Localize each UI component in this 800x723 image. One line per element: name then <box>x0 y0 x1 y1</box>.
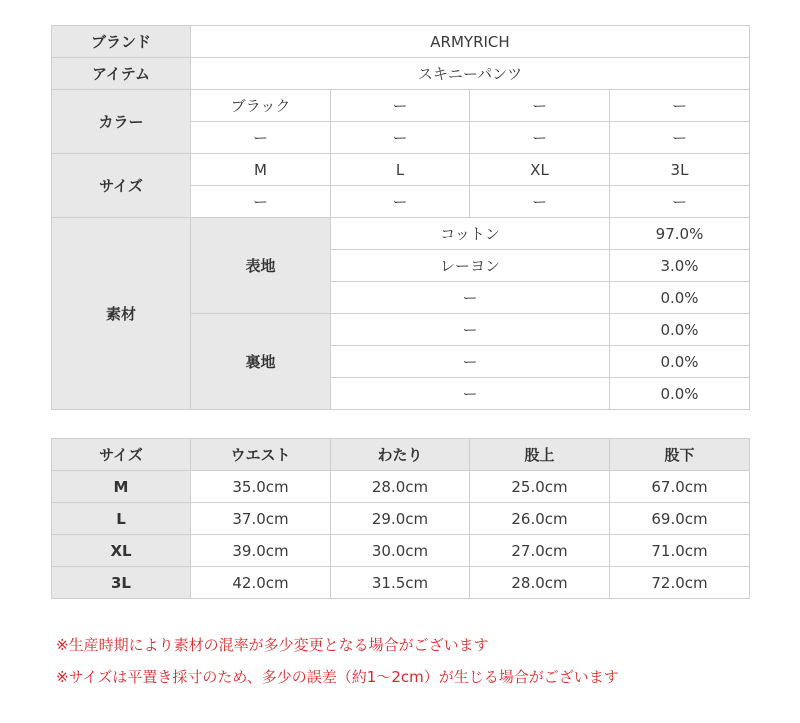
lining-label: 裏地 <box>191 314 331 410</box>
material-pct: 0.0% <box>610 378 750 410</box>
cell-rise: 27.0cm <box>470 535 610 567</box>
color-cell: ー <box>470 90 610 122</box>
cell-inseam: 71.0cm <box>610 535 750 567</box>
cell-rise: 28.0cm <box>470 567 610 599</box>
table-row <box>52 567 750 599</box>
material-pct: 0.0% <box>610 282 750 314</box>
brand-value: ARMYRICH <box>191 26 750 58</box>
cell-thigh: 28.0cm <box>331 471 470 503</box>
cell-inseam: 69.0cm <box>610 503 750 535</box>
cell-rise: 25.0cm <box>470 471 610 503</box>
cell-waist: 39.0cm <box>191 535 331 567</box>
cell-thigh: 29.0cm <box>331 503 470 535</box>
header-waist: ウエスト <box>191 439 331 471</box>
cell-inseam: 67.0cm <box>610 471 750 503</box>
measurement-table <box>51 438 750 599</box>
note-material-ratio: ※生産時期により素材の混率が多少変更となる場合がございます <box>56 636 489 654</box>
material-pct: 0.0% <box>610 314 750 346</box>
material-pct: 0.0% <box>610 346 750 378</box>
size-cell: L <box>331 154 470 186</box>
cell-thigh: 31.5cm <box>331 567 470 599</box>
cell-rise: 26.0cm <box>470 503 610 535</box>
material-name: レーヨン <box>331 250 610 282</box>
note-measurement-error: ※サイズは平置き採寸のため、多少の誤差（約1～2cm）が生じる場合がございます <box>56 668 619 686</box>
table-row <box>52 503 750 535</box>
row-size: M <box>52 471 191 503</box>
brand-label: ブランド <box>52 26 191 58</box>
size-cell: ー <box>191 186 331 218</box>
header-rise: 股上 <box>470 439 610 471</box>
size-label: サイズ <box>52 154 191 218</box>
table-row <box>52 535 750 567</box>
color-cell: ー <box>610 122 750 154</box>
size-cell: ー <box>331 186 470 218</box>
cell-waist: 42.0cm <box>191 567 331 599</box>
material-name: ー <box>331 346 610 378</box>
cell-waist: 37.0cm <box>191 503 331 535</box>
cell-thigh: 30.0cm <box>331 535 470 567</box>
size-cell: 3L <box>610 154 750 186</box>
item-value: スキニーパンツ <box>191 58 750 90</box>
row-size: L <box>52 503 191 535</box>
size-cell: XL <box>470 154 610 186</box>
spec-table <box>51 25 750 410</box>
header-inseam: 股下 <box>610 439 750 471</box>
color-cell: ブラック <box>191 90 331 122</box>
cell-waist: 35.0cm <box>191 471 331 503</box>
color-cell: ー <box>191 122 331 154</box>
material-pct: 97.0% <box>610 218 750 250</box>
table-row <box>52 471 750 503</box>
row-size: XL <box>52 535 191 567</box>
material-name: ー <box>331 378 610 410</box>
color-cell: ー <box>331 90 470 122</box>
material-label: 素材 <box>52 218 191 410</box>
cell-inseam: 72.0cm <box>610 567 750 599</box>
size-cell: ー <box>470 186 610 218</box>
size-cell: M <box>191 154 331 186</box>
material-pct: 3.0% <box>610 250 750 282</box>
size-cell: ー <box>610 186 750 218</box>
material-name: ー <box>331 314 610 346</box>
item-label: アイテム <box>52 58 191 90</box>
header-size: サイズ <box>52 439 191 471</box>
color-cell: ー <box>610 90 750 122</box>
material-name: ー <box>331 282 610 314</box>
row-size: 3L <box>52 567 191 599</box>
color-cell: ー <box>331 122 470 154</box>
material-name: コットン <box>331 218 610 250</box>
color-label: カラー <box>52 90 191 154</box>
header-thigh: わたり <box>331 439 470 471</box>
outer-label: 表地 <box>191 218 331 314</box>
color-cell: ー <box>470 122 610 154</box>
